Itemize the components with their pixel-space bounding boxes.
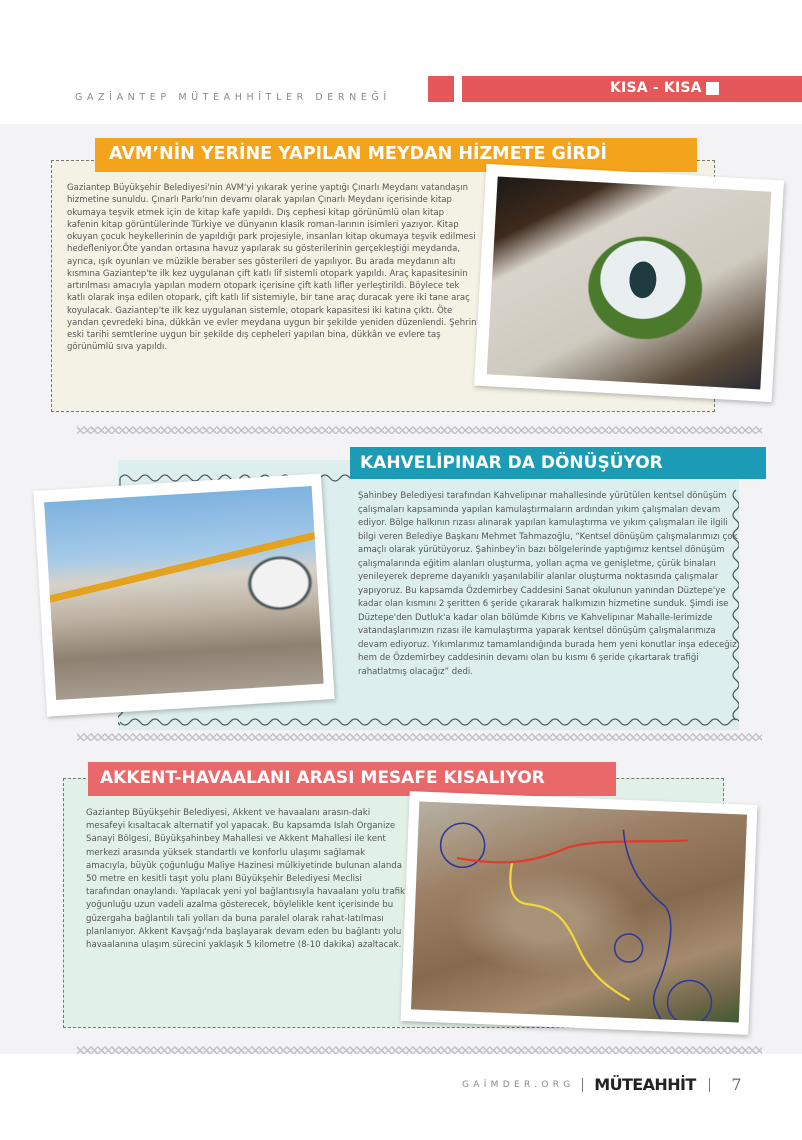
page-footer (462, 1074, 742, 1098)
article-2-body: Şahinbey Belediyesi tarafından Kahvelipınar mahallesinde yürütülen kentsel dönüşüm çalışmaları kapsamında yapılan kamulaştırmaların ardından yıkım çalışmaları devam ediyor. Bölge halkının rızası alınarak yapılan kamulaştırma ve yıkım çalışmaları ile ilgili bilgi veren Belediye Başkanı Mehmet Tahmazoğlu, “Kentsel dönüşüm çalışmalarımızı çok amaçlı olarak yürütüyoruz. Şahinbey'in bazı bölgelerinde yaptığımız kentsel dönüşüm çalışmalarında eğitim alanları oluşturma, yolları açma ve genişletme, çürük binaları yenileyerek depreme dayanıklı yaşanılabilir alanlar oluşturma noktasında çalışmalar yapıyoruz. Bu kapsamda Özdemirbey Caddesini Sanat okulunun yanından Düztepe'ye kadar olan kısmını 2 şeritten 6 şeride çıkararak halkımızın hizmetine sunduk. Şimdi ise Düztepe'den Dutluk'a kadar olan bölümde Kıbrıs ve Kahvelipınar Mahalle-lerimizde vatandaşlarımızın rızası ile kamulaştırma yaparak kentsel dönüşüm çalışmalarımıza devam ediyoruz. Yıkımlarımız tamamlandığında burada hem yeni konutlar inşa edeceğiz hem de Özdemirbey caddesinin devamı olan bu kısmı 6 şeride çıkartarak trafiği rahatlatmış olacağız” dedi. (358, 491, 738, 677)
section-label-bar (462, 76, 802, 102)
excavator-demolition-image (44, 486, 324, 700)
section-square-icon (706, 82, 719, 95)
article-1-body: Gaziantep Büyükşehir Belediyesi'nin AVM'yi yıkarak yerine yaptığı Çınarlı Meydanı vatandaşın hizmetine sunuldu. Çınarlı Parkı'nın devamı olarak yapılan Çınarlı Meydanı içerisinde kitap okumaya teşvik etmek için de kitap kafe yapıldı. Dış cephesi kitap görünümlü olan kitap kafenin kitap görüntülerinde Türkiye ve dünyanın klasik roman-larının isimleri yazıyor. Kitap okuyan çocuk heykellerinin de yapıldığı park projesiyle, insanları kitap okumaya teşvik edilmesi hedefleniyor.Öte yandan ortasına havuz yapılarak su gösterilerinin gerçekleştiği meydanda, ayrıca, ışık oyunları ve müzikle beraber ses gösterileri de yapılıyor. Bu arada meydanın altı kısmına Gaziantep'te ilk kez uygulanan çift katlı lif sistemli otopark yapıldı. Araç kapasitesinin artırılması amacıyla yapılan modern otopark içerisine çift katlı lifler yerleştirildi. Böylece tek katlı olarak inşa edilen otopark, çift katlı lif sistemiyle, bir tane araç duracak yere iki tane araç koyulacak. Gaziantep'te ilk kez uygulanan sistemle, otopark kapasitesi iki katına çıktı. Öte yandan çevredeki bina, dükkân ve evler meydana uygun bir şekilde yeniden düzenlendi. Şehrin eski tarihi semtlerine uygun bir şekilde dış cepheleri yapılan bina, dükkân ve evlere taş görünümlü sıva yapıldı. (67, 183, 477, 353)
footer-website: GAİMDER.ORG (462, 1079, 575, 1090)
article-1-title-bar (95, 138, 697, 172)
article-1-title: AVM’NİN YERİNE YAPILAN MEYDAN HİZMETE GİRDİ (109, 144, 607, 164)
divider-3 (77, 1046, 762, 1054)
article-3-title-bar (88, 762, 616, 796)
footer-separator (582, 1078, 584, 1092)
red-route (457, 831, 688, 870)
page-header (0, 0, 802, 124)
blue-route (616, 830, 675, 1020)
organization-name: GAZİANTEP MÜTEAHHİTLER DERNEĞİ (75, 92, 391, 103)
article-1-photo (474, 164, 784, 402)
airport-circle (667, 980, 713, 1023)
article-2-photo (33, 473, 334, 716)
yellow-route (506, 863, 635, 1000)
article-2-title-bar (350, 447, 766, 479)
page-number: 7 (731, 1075, 742, 1094)
section-label: KISA - KISA (610, 80, 702, 96)
footer-separator (709, 1078, 711, 1092)
mid-circle (614, 933, 643, 962)
article-3-photo (401, 791, 758, 1035)
article-3-body: Gaziantep Büyükşehir Belediyesi, Akkent ve havaalanı arasın-daki mesafeyi kısaltacak alternatif yol yapacak. Bu kapsamda Islah Organize Sanayi Bölgesi, Büyükşahinbey Mahallesi ve Akkent Mahallesi ile kent merkezi arasında yüksek standartlı ve konforlu ulaşımı sağlamak amacıyla, büyük çoğunluğu Maliye Hazinesi mülkiyetinde bulunan alanda 50 metre en kesitli taşıt yolu planı Büyükşehir Belediyesi Meclisi tarafından onaylandı. Yapılacak yeni yol bağlantısıyla havaalanı yolu trafik yoğunluğu uzun vadeli azalma gösterecek, böylelikle kent içerisinde bu güzergaha bağlantılı tali yolları da buna paralel olarak rahat-latılması planlanıyor. Akkent Kavşağı'nda başlayarak devam eden bu bağlantı yolu havaalanına ulaşım sürecini yaklaşık 5 kilometre (8-10 dakika) azaltacak. (86, 808, 405, 951)
header-accent-square (428, 76, 454, 102)
divider-2 (77, 733, 762, 741)
divider-1 (77, 426, 762, 434)
route-overlay (411, 802, 747, 1023)
article-3-title: AKKENT-HAVAALANI ARASI MESAFE KISALIYOR (100, 768, 545, 788)
article-2-title: KAHVELİPINAR DA DÖNÜŞÜYOR (360, 453, 663, 473)
footer-brand: MÜTEAHHİT (594, 1075, 696, 1094)
square-night-aerial-image (487, 177, 772, 390)
